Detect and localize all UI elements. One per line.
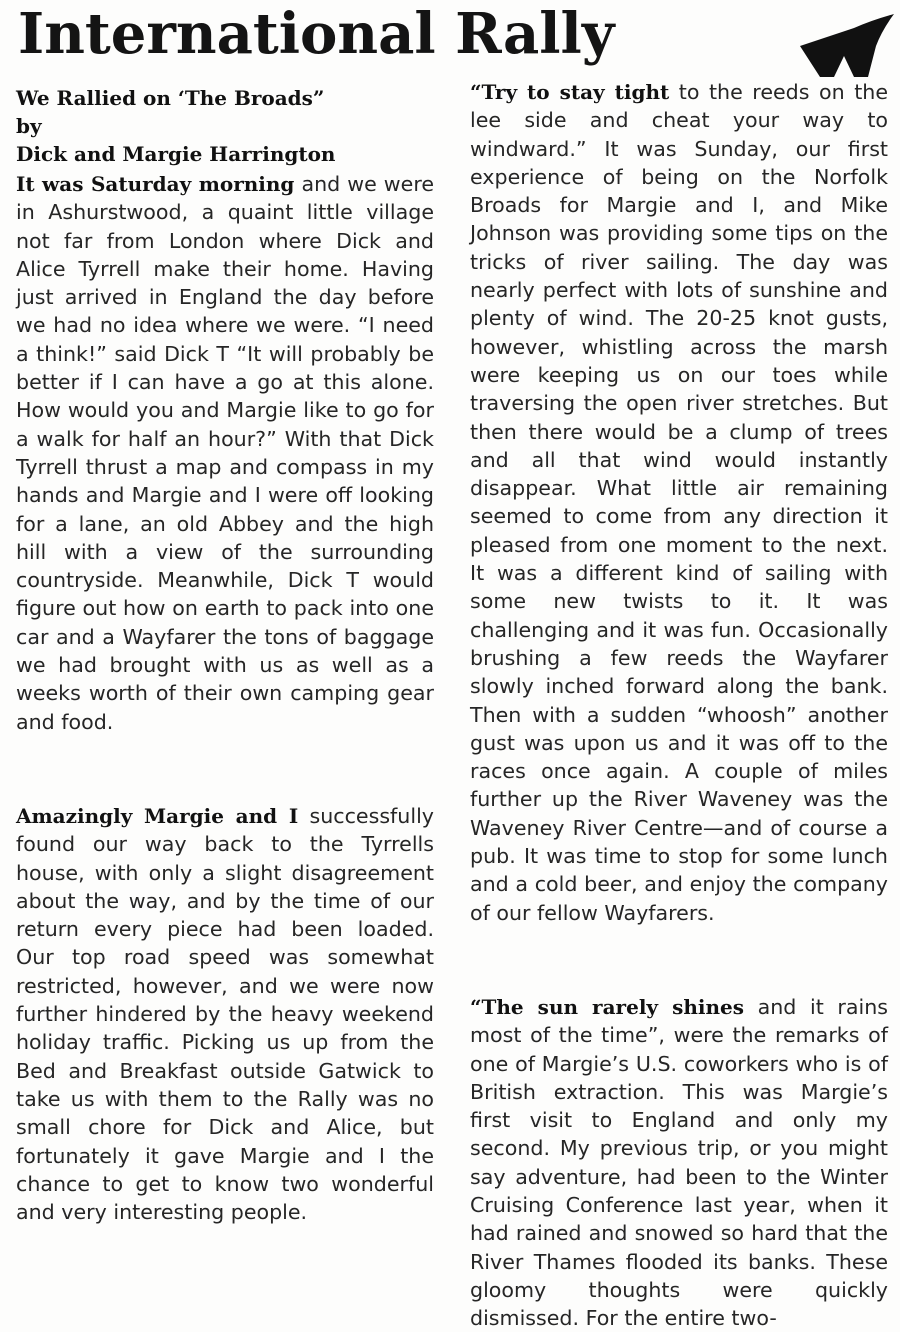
paragraph-body: and it rains most of the time”, were the remarks of one of Margie’s U.S. coworkers who is of British extraction. This was Margie’s first visit to England and only my second. My previous trip, or you might say adventure, had been to the Winter Cruising Conference last year, when it had rained and snowed so hard that the River Thames flooded its banks. These gloomy thoughts were quickly dismissed. For the entire two- [470,994,888,1331]
paragraph-lead: Amazingly Margie and I [16,803,299,828]
paragraph-body: to the reeds on the lee side and cheat your way to windward.” It was Sunday, our first experience of being on the Norfolk Broads for Margie and I, and Mike Johnson was providing some tips on the tricks of river sailing. The day was nearly perfect with lots of sunshine and plenty of wind. The 20-25 knot gusts, however, whistling across the marsh were keeping us on our toes while traversing the open river stretches. But then there would be a clump of trees and all that wind would instantly disappear. What little air remaining seemed to come from any direction it pleased from one moment to the next. It was a different kind of sailing with some new twists to it. It was challenging and it was fun. Occasionally brushing a few reeds the Wayfarer slowly inched forward along the bank. Then with a sudden “whoosh” another gust was upon us and it was off to the races once again. A couple of miles further up the River Waveney was the Waveney River Centre—and of course a pub. It was time to stop for some lunch and a cold beer, and enjoy the company of our fellow Wayfarers. [470,80,888,925]
article-column-right [470,78,888,1332]
byline [16,84,434,168]
page-header [14,0,894,82]
byline-by: by [16,114,42,138]
wayfarer-logo [794,6,894,78]
page-title: International Rally [18,1,615,67]
paragraph-lead: It was Saturday morning [16,172,295,196]
paragraph-saturday [16,170,434,736]
article-column-left [16,78,434,1226]
paragraph-lead: “Try to stay tight [470,80,670,104]
paragraph-reeds [470,78,888,927]
author-names: Dick and Margie Harrington [16,142,336,166]
article-subtitle: We Rallied on ‘The Broads” [16,86,325,110]
paragraph-body: successfully found our way back to the Tyrrells house, with only a slight disagreement about the way, and by the time of our return every piece had been loaded. Our top road speed was somewhat restricted, however, and we were now further hindered by the heavy weekend holiday traffic. Picking us up from the Bed and Breakfast outside Gatwick to take us with them to the Rally was no small chore for Dick and Alice, but fortunately it gave Margie and I the chance to get to know two wonderful and very interesting people. [16,803,434,1225]
paragraph-sun [470,993,888,1332]
paragraph-lead: “The sun rarely shines [470,994,744,1019]
paragraph-body: and we were in Ashurstwood, a quaint little village not far from London where Dick and Alice Tyrrell make their home. Having just arrived in England the day before we had no idea where we were. “I need a think!” said Dick T “It will probably be better if I can have a go at this alone. How would you and Margie like to go for a walk for half an hour?” With that Dick Tyrrell thrust a map and compass in my hands and Margie and I were off looking for a lane, an old Abbey and the high hill with a view of the surrounding countryside. Meanwhile, Dick T would figure out how on earth to pack into one car and a Wayfarer the tons of baggage we had brought with us as well as a weeks worth of their own camping gear and food. [16,172,434,734]
paragraph-amazingly [16,802,434,1226]
